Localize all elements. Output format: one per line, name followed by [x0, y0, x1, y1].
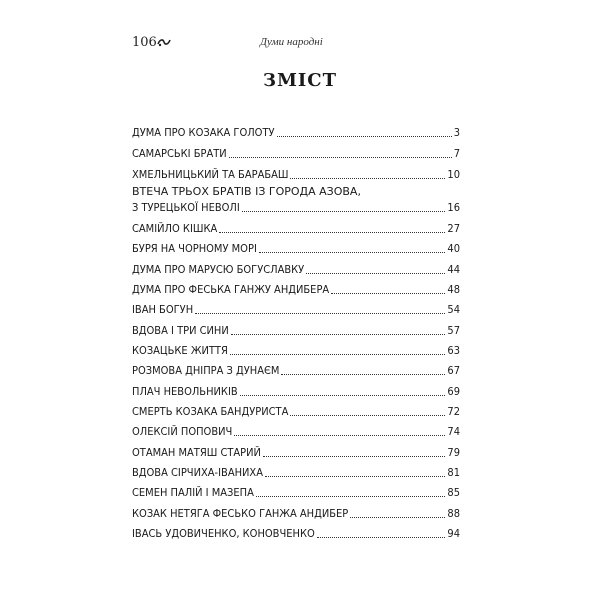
toc-entry-page: 44	[447, 263, 460, 276]
dot-leader	[229, 156, 452, 158]
dot-leader	[290, 177, 445, 179]
toc-entry	[132, 322, 460, 338]
dot-leader	[317, 536, 446, 538]
toc-entry	[132, 342, 460, 358]
toc-entry-title: ІВАН БОГУН	[132, 303, 194, 316]
toc-entry-page: 48	[447, 283, 460, 296]
toc-title: ЗМІСТ	[262, 70, 338, 91]
toc-entry	[132, 261, 460, 277]
toc-entry-page: 7	[453, 147, 460, 160]
toc-entry	[132, 423, 460, 439]
dot-leader	[350, 516, 445, 518]
toc-entry-page: 81	[447, 466, 460, 479]
toc-entry-page: 27	[447, 222, 460, 235]
toc-entry-page: 74	[447, 425, 460, 438]
toc-entry-page: 67	[447, 364, 460, 377]
toc-entry-page: 40	[447, 242, 460, 255]
toc-entry-title-line1: ВТЕЧА ТРЬОХ БРАТІВ ІЗ ГОРОДА АЗОВА,	[132, 185, 361, 198]
toc-entry-title: БУРЯ НА ЧОРНОМУ МОРІ	[132, 242, 257, 255]
page-header	[132, 35, 472, 53]
toc-entry-page: 72	[447, 405, 460, 418]
ornament-icon	[157, 37, 171, 47]
toc-entry-page: 16	[447, 201, 460, 214]
toc-entry-page: 54	[447, 303, 460, 316]
dot-leader	[265, 475, 445, 477]
toc-entry	[132, 362, 460, 378]
dot-leader	[281, 373, 445, 375]
toc-entry-title: ДУМА ПРО КОЗАКА ГОЛОТУ	[132, 126, 275, 139]
dot-leader	[242, 210, 446, 212]
toc-entry-title: ПЛАЧ НЕВОЛЬНИКІВ	[132, 385, 238, 398]
toc-entry	[132, 464, 460, 480]
dot-leader	[230, 353, 446, 355]
toc-entry-title: СМЕРТЬ КОЗАКА БАНДУРИСТА	[132, 405, 289, 418]
toc-entry	[132, 145, 460, 161]
toc-entry	[132, 166, 460, 182]
toc-entry	[132, 281, 460, 297]
dot-leader	[306, 272, 445, 274]
dot-leader	[290, 414, 445, 416]
toc-entry-page: 57	[447, 324, 460, 337]
running-title: Думи народні	[260, 36, 323, 48]
dot-leader	[195, 312, 445, 314]
toc-entry-title: ОЛЕКСІЙ ПОПОВИЧ	[132, 425, 233, 438]
toc-entry-page: 94	[447, 527, 460, 540]
toc-entry-title: РОЗМОВА ДНІПРА З ДУНАЄМ	[132, 364, 280, 377]
toc-entry-title: ОТАМАН МАТЯШ СТАРИЙ	[132, 446, 261, 459]
dot-leader	[256, 495, 446, 497]
toc-entry-page: 10	[447, 168, 460, 181]
dot-leader	[263, 455, 445, 457]
dot-leader	[234, 434, 445, 436]
toc-entry	[132, 124, 460, 140]
toc-entry-title: ВДОВА СІРЧИХА-ІВАНИХА	[132, 466, 263, 479]
toc-entry	[132, 240, 460, 256]
toc-entry-title: ХМЕЛЬНИЦЬКИЙ ТА БАРАБАШ	[132, 168, 289, 181]
toc-entry	[132, 525, 460, 541]
toc-entry	[132, 383, 460, 399]
toc-entry-page: 3	[453, 126, 460, 139]
toc-entry-title: САМАРСЬКІ БРАТИ	[132, 147, 227, 160]
toc-entry	[132, 185, 460, 215]
toc-entry	[132, 403, 460, 419]
toc-entry-title: ДУМА ПРО ФЕСЬКА ГАНЖУ АНДИБЕРА	[132, 283, 330, 296]
toc-entry-page: 88	[447, 507, 460, 520]
page-number: 106	[132, 35, 157, 50]
toc-entry-page: 63	[447, 344, 460, 357]
toc-entry-title: ІВАСЬ УДОВИЧЕНКО, КОНОВЧЕНКО	[132, 527, 315, 540]
toc-entry-page: 69	[447, 385, 460, 398]
toc-entry-title: З ТУРЕЦЬКОЇ НЕВОЛІ	[132, 201, 240, 214]
toc-entry-page: 79	[447, 446, 460, 459]
toc-entry-title: ДУМА ПРО МАРУСЮ БОГУСЛАВКУ	[132, 263, 305, 276]
toc-entry	[132, 505, 460, 521]
toc-entry-title: СЕМЕН ПАЛІЙ І МАЗЕПА	[132, 486, 254, 499]
toc-entry	[132, 301, 460, 317]
toc-entry	[132, 220, 460, 236]
toc-entry-title: САМІЙЛО КІШКА	[132, 222, 218, 235]
dot-leader	[240, 394, 446, 396]
dot-leader	[231, 333, 446, 335]
dot-leader	[259, 251, 446, 253]
dot-leader	[331, 292, 445, 294]
toc-entry	[132, 444, 460, 460]
dot-leader	[277, 135, 452, 137]
toc-entry-title: ВДОВА І ТРИ СИНИ	[132, 324, 229, 337]
toc-entry	[132, 484, 460, 500]
dot-leader	[219, 231, 445, 233]
toc-entry-page: 85	[447, 486, 460, 499]
toc-entry-title: КОЗАЦЬКЕ ЖИТТЯ	[132, 344, 228, 357]
toc-entry-title: КОЗАК НЕТЯГА ФЕСЬКО ГАНЖА АНДИБЕР	[132, 507, 349, 520]
